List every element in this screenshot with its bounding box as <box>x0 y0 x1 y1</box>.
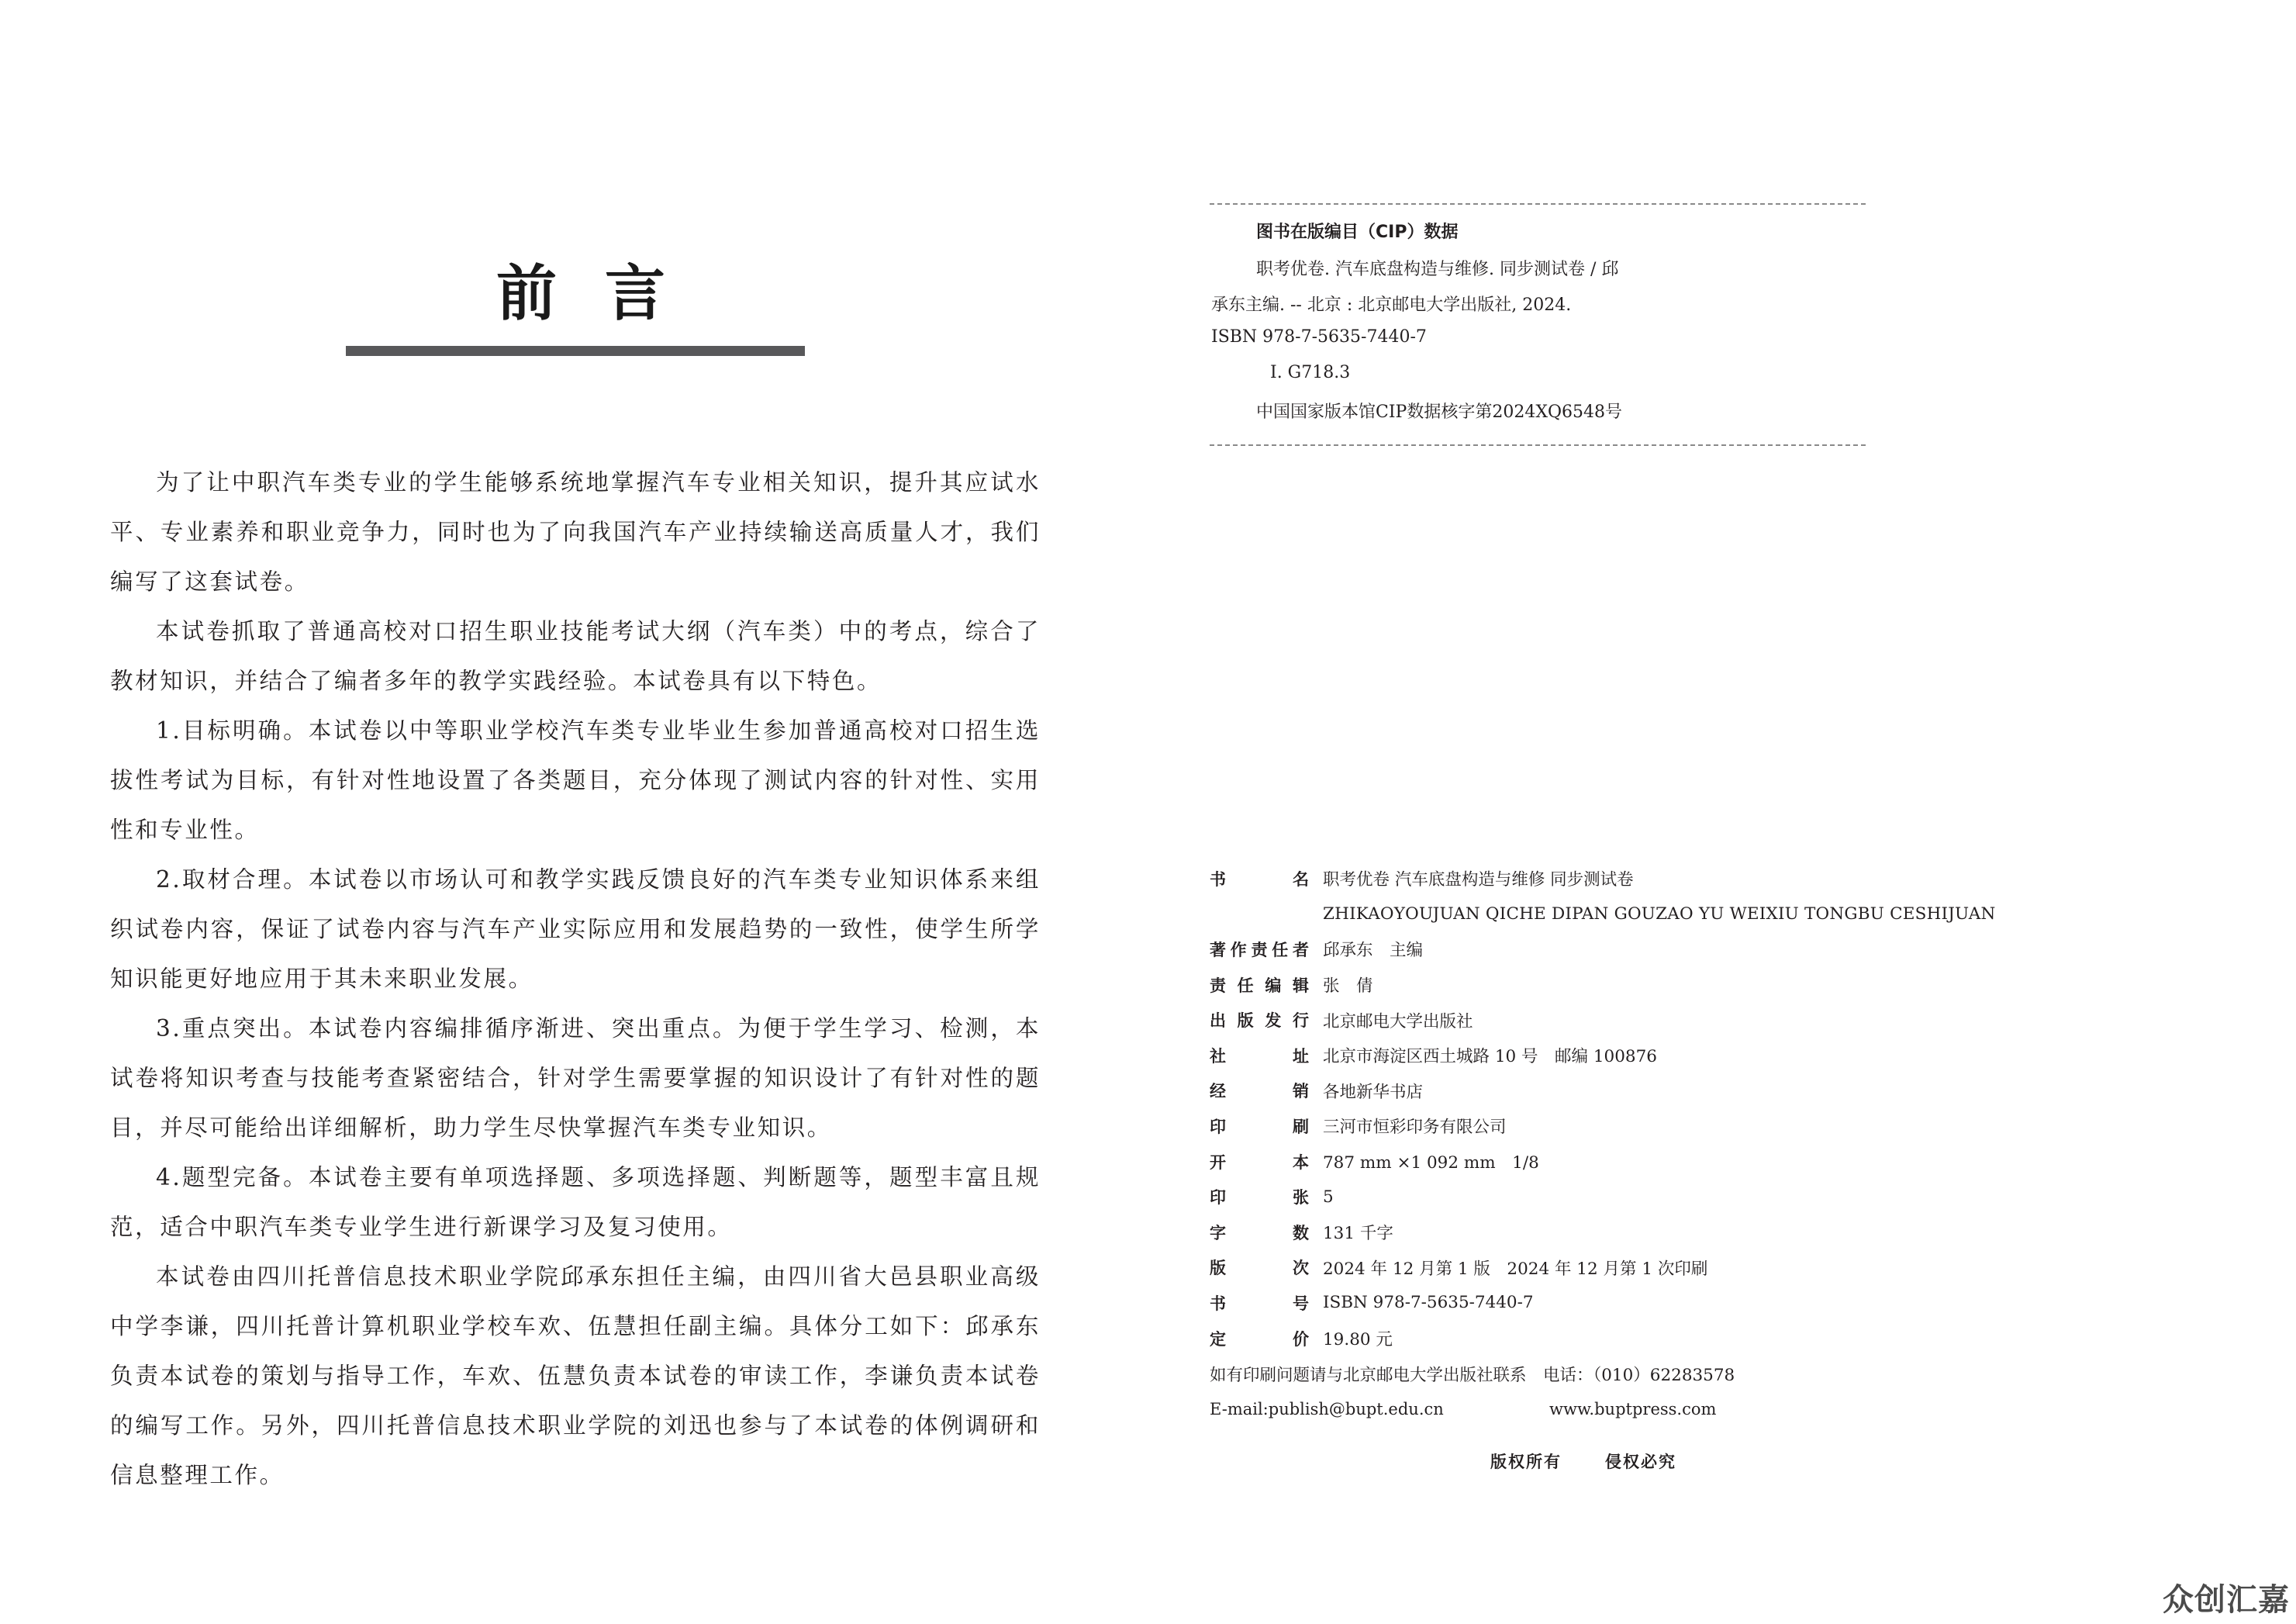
colophon-value: 19.80 元 <box>1323 1330 1393 1350</box>
colophon-value: 5 <box>1323 1187 1334 1207</box>
copyright-notice <box>1490 1450 1676 1473</box>
colophon-row-author <box>1210 931 1985 967</box>
colophon-row-distributor <box>1210 1073 1985 1109</box>
colophon-row-notice <box>1210 1356 1985 1391</box>
preface-paragraph: 4.题型完备。本试卷主要有单项选择题、多项选择题、判断题等，题型丰富且规范，适合中职汽车类专业学生进行新课学习及复习使用。 <box>110 1164 1041 1240</box>
colophon-value: 三河市恒彩印务有限公司 <box>1323 1118 1507 1138</box>
colophon-row-printer <box>1210 1108 1985 1144</box>
colophon-label: 字 数 <box>1210 1223 1309 1242</box>
publisher-email: E-mail:publish@bupt.edu.cn <box>1210 1399 1444 1418</box>
colophon-row-isbn <box>1210 1285 1985 1321</box>
colophon-value: 北京邮电大学出版社 <box>1323 1011 1473 1031</box>
corner-watermark: 众创汇嘉 <box>2163 1582 2290 1618</box>
colophon-row-pinyin <box>1210 897 1996 932</box>
colophon-value: ISBN 978-7-5635-7440-7 <box>1323 1293 1534 1313</box>
colophon-row-title <box>1210 861 1985 897</box>
colophon-label: 书 名 <box>1210 869 1309 889</box>
cip-line-5: 中国国家版本馆CIP数据核字第2024XQ6548号 <box>1256 403 1623 422</box>
colophon-label: 著 作 责 任 者 <box>1210 940 1309 959</box>
colophon-value: 各地新华书店 <box>1323 1082 1424 1102</box>
colophon-label: 定 价 <box>1210 1329 1309 1349</box>
cip-line-3: ISBN 978-7-5635-7440-7 <box>1211 327 1427 347</box>
colophon-row-format <box>1210 1144 1985 1180</box>
cip-top-dashed-rule <box>1210 203 1866 205</box>
colophon-value: 131 千字 <box>1323 1224 1393 1244</box>
colophon-row-edition <box>1210 1250 1985 1286</box>
preface-paragraph: 1.目标明确。本试卷以中等职业学校汽车类专业毕业生参加普通高校对口招生选拔性考试为目标，有针对性地设置了各类题目，充分体现了测试内容的针对性、实用性和专业性。 <box>110 717 1041 843</box>
cip-bottom-dashed-rule <box>1210 444 1866 446</box>
colophon-label: 印 刷 <box>1210 1117 1309 1136</box>
colophon-value: 787 mm ×1 092 mm 1/8 <box>1323 1153 1539 1173</box>
preface-body <box>110 458 1041 1500</box>
colophon-row-price <box>1210 1321 1985 1356</box>
preface-paragraph: 3.重点突出。本试卷内容编排循序渐进、突出重点。为便于学生学习、检测，本试卷将知识考查与技能考查紧密结合，针对学生需要掌握的知识设计了有针对性的题目，并尽可能给出详细解析，助力学生尽快掌握汽车类专业知识。 <box>110 1015 1041 1141</box>
rights-reserved: 版权所有 <box>1490 1453 1562 1471</box>
colophon-row-contact <box>1210 1391 1985 1427</box>
colophon <box>1210 861 1996 1427</box>
title-underline-bar <box>346 346 805 356</box>
colophon-label: 社 址 <box>1210 1046 1309 1066</box>
colophon-label: 印 张 <box>1210 1188 1309 1208</box>
colophon-label: 责 任 编 辑 <box>1210 976 1309 995</box>
publisher-website: www.buptpress.com <box>1549 1399 1717 1418</box>
colophon-label: 经 销 <box>1210 1082 1309 1101</box>
colophon-value: 邱承东 主编 <box>1323 941 1424 961</box>
preface-paragraph: 本试卷由四川托普信息技术职业学院邱承东担任主编，由四川省大邑县职业高级中学李谦，四川托普计算机职业学校车欢、伍慧担任副主编。具体分工如下：邱承东负责本试卷的策划与指导工作，车欢、伍慧负责本试卷的审读工作，李谦负责本试卷的编写工作。另外，四川托普信息技术职业学院的刘迅也参与了本试卷的体例调研和信息整理工作。 <box>110 1263 1041 1488</box>
cip-line-1: 职考优卷. 汽车底盘构造与维修. 同步测试卷 / 邱 <box>1256 260 1619 279</box>
colophon-value: 张 倩 <box>1323 976 1373 997</box>
colophon-value: 2024 年 12 月第 1 版 2024 年 12 月第 1 次印刷 <box>1323 1259 1708 1279</box>
printing-notice: 如有印刷问题请与北京邮电大学出版社联系 电话：（010）62283578 <box>1210 1365 1735 1385</box>
colophon-row-words <box>1210 1215 1985 1250</box>
preface-paragraph: 本试卷抓取了普通高校对口招生职业技能考试大纲（汽车类）中的考点，综合了教材知识，并结合了编者多年的教学实践经验。本试卷具有以下特色。 <box>110 618 1041 694</box>
colophon-label: 书 号 <box>1210 1294 1309 1313</box>
colophon-row-editor <box>1210 967 1985 1003</box>
colophon-label: 出 版 发 行 <box>1210 1011 1309 1031</box>
colophon-value: 职考优卷 汽车底盘构造与维修 同步测试卷 <box>1323 870 1634 890</box>
contact-line <box>1210 1400 1716 1418</box>
infringement-notice: 侵权必究 <box>1605 1453 1676 1471</box>
preface-title: 前言 <box>496 258 714 329</box>
cip-line-4: Ⅰ. G718.3 <box>1270 363 1351 382</box>
preface-paragraph: 为了让中职汽车类专业的学生能够系统地掌握汽车专业相关知识，提升其应试水平、专业素养和职业竞争力，同时也为了向我国汽车产业持续输送高质量人才，我们编写了这套试卷。 <box>110 469 1041 595</box>
colophon-label: 开 本 <box>1210 1152 1309 1172</box>
colophon-label: 版 次 <box>1210 1259 1309 1278</box>
colophon-pinyin-title: ZHIKAOYOUJUAN QICHE DIPAN GOUZAO YU WEIXIU TONGBU CESHIJUAN <box>1323 904 1996 924</box>
cip-line-2: 承东主编. -- 北京 : 北京邮电大学出版社, 2024. <box>1211 295 1572 315</box>
cip-heading: 图书在版编目（CIP）数据 <box>1256 223 1459 242</box>
colophon-value: 北京市海淀区西土城路 10 号 邮编 100876 <box>1323 1047 1657 1067</box>
colophon-row-sheets <box>1210 1179 1985 1215</box>
colophon-row-publisher <box>1210 1002 1985 1038</box>
colophon-row-address <box>1210 1038 1985 1073</box>
preface-paragraph: 2.取材合理。本试卷以市场认可和教学实践反馈良好的汽车类专业知识体系来组织试卷内容，保证了试卷内容与汽车产业实际应用和发展趋势的一致性，使学生所学知识能更好地应用于其未来职业发展。 <box>110 866 1041 992</box>
